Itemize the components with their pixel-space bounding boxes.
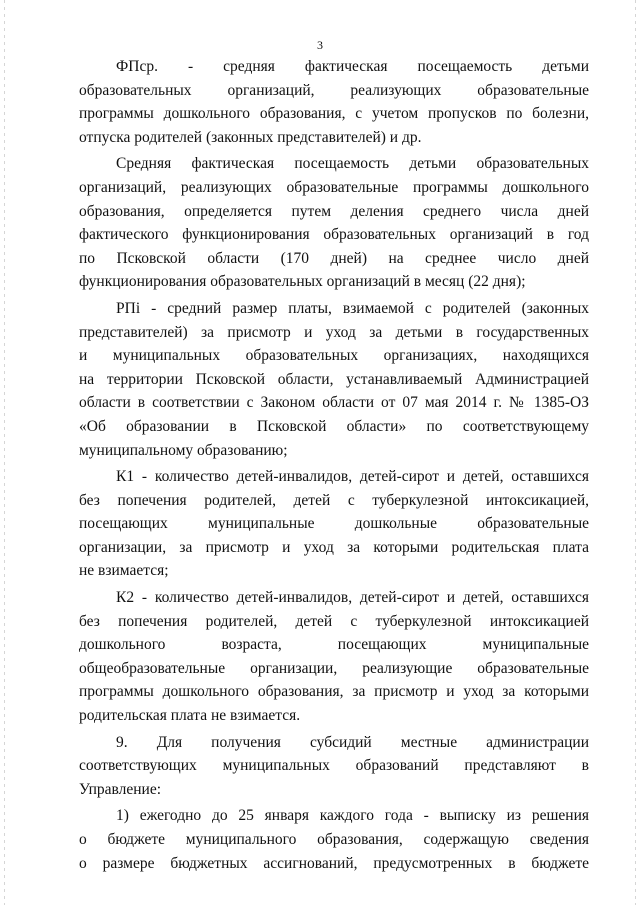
text-line: без попечения родителей, детей с туберкулезной интоксикацией, (79, 491, 589, 509)
text-line: без попечения родителей, детей с туберкулезной интоксикацией (79, 612, 589, 630)
text-line: не взимается; (79, 562, 169, 580)
text-line: РПi - средний размер платы, взимаемой с родителей (законных (116, 299, 589, 317)
text-line: организации, за присмотр и уход за которыми родительская плата (79, 538, 589, 556)
text-line: 1) ежегодно до 25 января каждого года - выписку из решения (116, 807, 589, 825)
text-line: программы дошкольного образования, с учетом пропусков по болезни, (79, 105, 589, 123)
paragraph (79, 804, 589, 875)
text-line: образования, определяется путем деления среднего числа дней (79, 202, 589, 220)
paragraph (79, 465, 589, 583)
text-line: родительская плата не взимается. (79, 707, 301, 725)
text-line: образовательных организаций, реализующих образовательные (79, 81, 589, 99)
paragraph (79, 152, 589, 294)
text-line: К1 - количество детей-инвалидов, детей-сирот и детей, оставшихся (116, 468, 589, 486)
text-line: области в соответствии с Законом области от 07 мая 2014 г. № 1385-ОЗ (79, 394, 589, 412)
text-line: отпуска родителей (законных представителей) и др. (79, 128, 422, 146)
text-line: о бюджете муниципального образования, содержащую сведения (79, 831, 589, 848)
text-line: на территории Псковской области, устанавливаемый Администрацией (79, 370, 589, 388)
text-line: соответствующих муниципальных образований представляют в (79, 757, 589, 775)
text-line: 9. Для получения субсидий местные администрации (116, 733, 589, 751)
text-line: дошкольного возраста, посещающих муниципальные (79, 636, 589, 654)
scan-edge-right (635, 0, 636, 905)
scan-edge-left (4, 0, 5, 905)
text-line: Управление: (79, 780, 162, 798)
paragraph (79, 55, 589, 149)
text-line: программы дошкольного образования, за присмотр и уход за которыми (79, 683, 589, 701)
paragraph (79, 731, 589, 802)
text-line: о размере бюджетных ассигнований, предусмотренных в бюджете (79, 854, 589, 872)
page-number: 3 (317, 38, 323, 52)
text-line: и муниципальных образовательных организациях, находящихся (79, 347, 589, 365)
text-line: «Об образовании в Псковской области» по соответствующему (79, 417, 589, 435)
text-line: фактического функционирования образовательных организаций в год (79, 226, 589, 244)
text-line: общеобразовательные организации, реализующие образовательные (79, 659, 589, 677)
text-line: ФПср. - средняя фактическая посещаемость детьми (116, 58, 589, 75)
paragraph (79, 297, 589, 462)
text-line: Средняя фактическая посещаемость детьми образовательных (116, 155, 589, 173)
document-body (79, 55, 589, 878)
text-line: К2 - количество детей-инвалидов, детей-сирот и детей, оставшихся (116, 589, 589, 607)
text-line: посещающих муниципальные дошкольные образовательные (79, 515, 589, 533)
text-line: по Псковской области (170 дней) на среднее число дней (79, 249, 589, 267)
text-line: организаций, реализующих образовательные программы дошкольного (79, 178, 589, 196)
text-line: функционирования образовательных организаций в месяц (22 дня); (79, 273, 526, 291)
text-line: муниципальному образованию; (79, 441, 288, 459)
text-line: представителей) за присмотр и уход за детьми в государственных (79, 323, 589, 341)
paragraph (79, 586, 589, 728)
